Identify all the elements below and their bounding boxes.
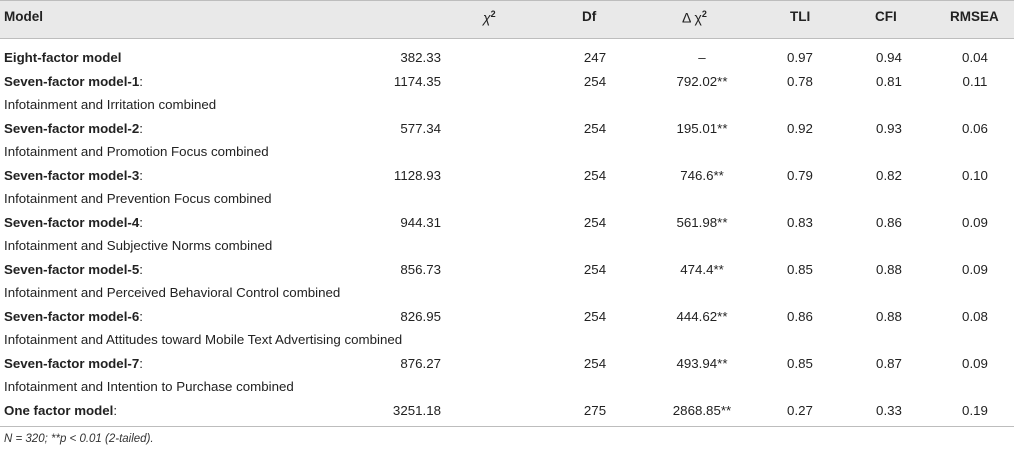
delta-chi-square-value: 792.02**: [676, 74, 728, 89]
tli-value: 0.83: [787, 215, 813, 230]
header-df: Df: [582, 9, 597, 24]
delta-chi-square-value: 195.01**: [676, 121, 728, 136]
delta-chi-square-value: 493.94**: [676, 356, 728, 371]
df-value: 254: [583, 168, 607, 183]
chi-square-value: 382.33: [400, 50, 441, 65]
delta-chi-square-value: 561.98**: [676, 215, 728, 230]
table-row: [0, 47, 1014, 70]
table-footnote: N = 320; **p < 0.01 (2-tailed).: [4, 433, 154, 445]
rmsea-value: 0.19: [962, 403, 988, 418]
model-description: Infotainment and Attitudes toward Mobile Text Advertising combined: [4, 332, 403, 347]
cfi-value: 0.33: [876, 403, 902, 418]
delta-chi-square-value: –: [698, 50, 706, 65]
model-name: Seven-factor model-5:: [4, 262, 143, 277]
df-value: 254: [583, 215, 607, 230]
rmsea-value: 0.09: [962, 356, 988, 371]
table-row: [0, 212, 1014, 235]
tli-value: 0.97: [787, 50, 813, 65]
rmsea-value: 0.04: [962, 50, 988, 65]
chi-square-value: 577.34: [400, 121, 441, 136]
df-value: 254: [583, 262, 607, 277]
header-model: Model: [4, 9, 43, 24]
table-row: [0, 165, 1014, 188]
rmsea-value: 0.09: [962, 262, 988, 277]
header-chi-square: $\chi^2$: [483, 9, 496, 26]
model-name: Seven-factor model-4:: [4, 215, 143, 230]
delta-chi-square-value: 746.6**: [680, 168, 724, 183]
tli-value: 0.86: [787, 309, 813, 324]
table-row: [0, 400, 1014, 423]
model-name: Seven-factor model-2:: [4, 121, 143, 136]
df-value: 247: [583, 50, 607, 65]
header-delta-chi-square: Δ $\chi^2$: [682, 9, 707, 26]
delta-chi-square-value: 444.62**: [676, 309, 728, 324]
cfi-value: 0.94: [876, 50, 902, 65]
model-description: Infotainment and Perceived Behavioral Control combined: [4, 285, 341, 300]
cfi-value: 0.81: [876, 74, 902, 89]
df-value: 254: [583, 309, 607, 324]
model-name: Seven-factor model-1:: [4, 74, 143, 89]
model-description: Infotainment and Subjective Norms combined: [4, 238, 273, 253]
chi-square-value: 3251.18: [392, 403, 441, 418]
rmsea-value: 0.10: [962, 168, 988, 183]
table-row: [0, 71, 1014, 94]
chi-square-value: 826.95: [400, 309, 441, 324]
model-description: Infotainment and Intention to Purchase combined: [4, 379, 294, 394]
table-row: [0, 306, 1014, 329]
cfi-value: 0.88: [876, 309, 902, 324]
model-description: Infotainment and Irritation combined: [4, 97, 217, 112]
tli-value: 0.85: [787, 356, 813, 371]
chi-square-value: 856.73: [400, 262, 441, 277]
rmsea-value: 0.11: [962, 74, 988, 89]
model-description: Infotainment and Prevention Focus combined: [4, 191, 272, 206]
rmsea-value: 0.09: [962, 215, 988, 230]
chi-square-value: 1174.35: [393, 74, 441, 89]
df-value: 275: [583, 403, 607, 418]
chi-square-value: 944.31: [400, 215, 441, 230]
delta-chi-square-value: 474.4**: [680, 262, 724, 277]
tli-value: 0.92: [787, 121, 813, 136]
table-header: [0, 0, 1014, 39]
header-cfi: CFI: [875, 9, 897, 24]
chi-square-value: 876.27: [400, 356, 441, 371]
rmsea-value: 0.08: [962, 309, 988, 324]
df-value: 254: [583, 74, 607, 89]
df-value: 254: [583, 121, 607, 136]
cfi-value: 0.93: [876, 121, 902, 136]
model-description: Infotainment and Promotion Focus combined: [4, 144, 269, 159]
model-name: Seven-factor model-6:: [4, 309, 143, 324]
model-name: Eight-factor model: [4, 50, 122, 65]
table-row: [0, 259, 1014, 282]
tli-value: 0.27: [787, 403, 813, 418]
delta-chi-square-value: 2868.85**: [672, 403, 732, 418]
df-value: 254: [583, 356, 607, 371]
cfi-value: 0.87: [876, 356, 902, 371]
table-bottom-rule: [0, 426, 1014, 427]
cfi-value: 0.88: [876, 262, 902, 277]
tli-value: 0.79: [787, 168, 813, 183]
model-name: Seven-factor model-7:: [4, 356, 143, 371]
cfi-value: 0.82: [876, 168, 902, 183]
cfi-value: 0.86: [876, 215, 902, 230]
table-row: [0, 118, 1014, 141]
table-row: [0, 353, 1014, 376]
rmsea-value: 0.06: [962, 121, 988, 136]
model-name: Seven-factor model-3:: [4, 168, 143, 183]
header-rmsea: RMSEA: [950, 9, 999, 24]
model-name: One factor model:: [4, 403, 118, 418]
tli-value: 0.78: [787, 74, 813, 89]
chi-square-value: 1128.93: [393, 168, 441, 183]
tli-value: 0.85: [787, 262, 813, 277]
header-tli: TLI: [790, 9, 811, 24]
